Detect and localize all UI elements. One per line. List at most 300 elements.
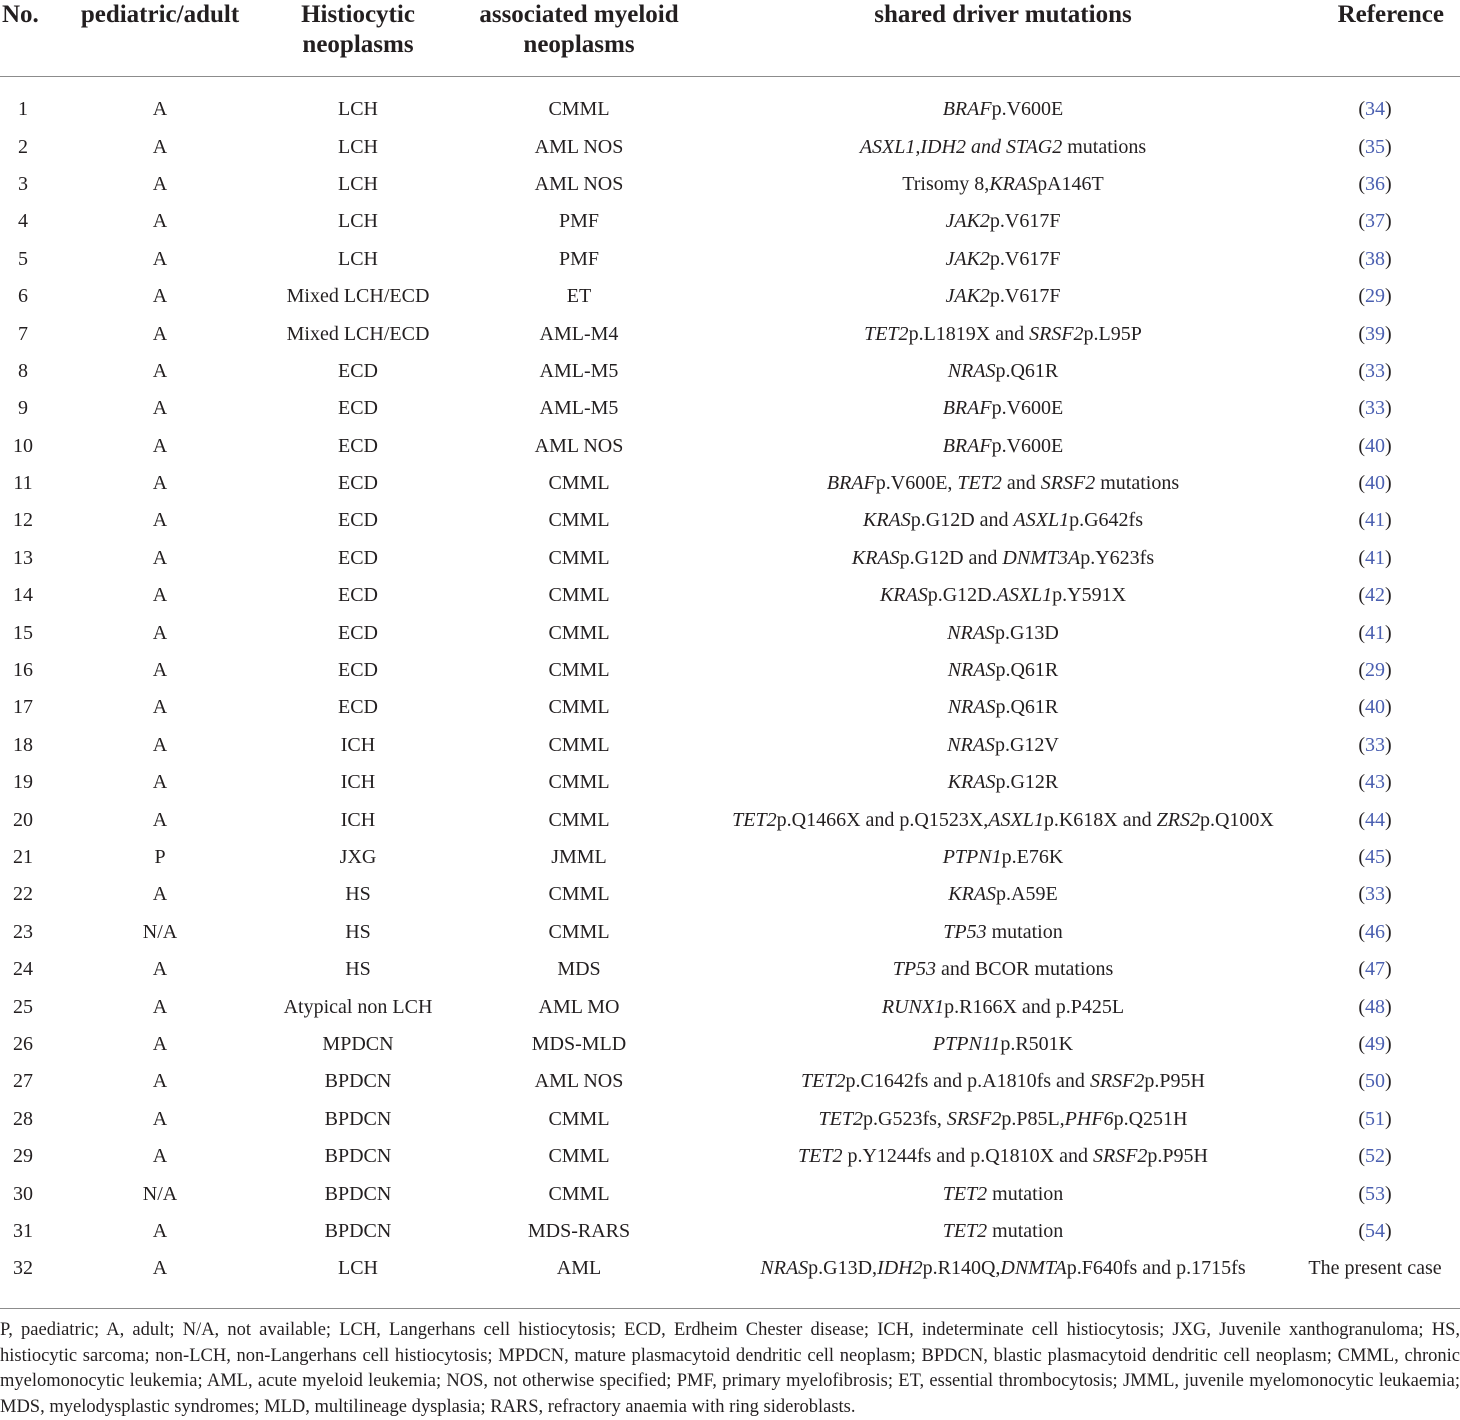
- row-number: 20: [13, 808, 33, 831]
- gene-name: TET2: [818, 1107, 863, 1130]
- pediatric-adult-cell: A: [152, 397, 168, 420]
- myeloid-cell: CMML: [548, 771, 610, 794]
- histiocytic-cell: ECD: [338, 397, 378, 420]
- gene-name: SRSF2: [1029, 322, 1084, 345]
- reference-cell: (29): [1358, 285, 1392, 308]
- mutations-cell: [716, 428, 1290, 465]
- histiocytic-cell: ICH: [340, 733, 376, 756]
- pediatric-adult-cell: A: [152, 1145, 168, 1168]
- header-no: No.: [0, 0, 46, 77]
- reference-link[interactable]: 44: [1365, 808, 1385, 831]
- mutation-text: p.Q61R: [995, 659, 1059, 682]
- mutations-cell: [716, 1213, 1290, 1250]
- gene-name: ASXL1: [1013, 509, 1070, 532]
- mutation-text: p.Y591X: [1052, 584, 1127, 607]
- reference-cell: (33): [1358, 397, 1392, 420]
- histiocytic-cell: ECD: [338, 546, 378, 569]
- pediatric-adult-cell: N/A: [142, 920, 178, 943]
- row-number: 19: [13, 771, 33, 794]
- mutation-text: p.G523fs,: [863, 1107, 947, 1130]
- header-myeloid-neoplasms: associated myeloid neoplasms: [442, 0, 716, 77]
- pediatric-adult-cell: A: [152, 434, 168, 457]
- histiocytic-cell: LCH: [338, 172, 378, 195]
- gene-name: KRAS: [947, 771, 996, 794]
- histiocytic-cell: ECD: [338, 584, 378, 607]
- mutation-text: p.Q100X: [1199, 808, 1274, 831]
- mutation-text: p.V600E: [991, 98, 1064, 121]
- table-row: [0, 764, 1460, 801]
- table-row: [0, 988, 1460, 1025]
- table-row: [0, 502, 1460, 539]
- row-number: 7: [18, 322, 28, 345]
- row-number: 30: [13, 1182, 33, 1205]
- table-row: [0, 1250, 1460, 1287]
- mutations-cell: [716, 988, 1290, 1025]
- table-row: [0, 465, 1460, 502]
- table-footnote: P, paediatric; A, adult; N/A, not available; LCH, Langerhans cell histiocytosis; ECD, Erdheim Chester disease; ICH, indeterminate cell histiocytosis; JXG, Juvenile xanthogranuloma; HS, histiocytic sarcoma; non-LCH, non-Langerhans cell histiocytosis; MPDCN, mature plasmacytoid dendritic cell neoplasm; BPDCN, blastic plasmacytoid dendritic cell neoplasm; CMML, chronic myelomonocytic leukemia; AML, acute myeloid leukemia; NOS, not otherwise specified; PMF, primary myelofibrosis; ET, essential thrombocytosis; JMML, juvenile myelomonocytic leukaemia; MDS, myelodysplastic syndromes; MLD, multilineage dysplasia; RARS, refractory anaemia with ring sideroblasts.: [0, 1320, 1460, 1417]
- mutation-text: p.Q1466X and p.Q1523X,: [776, 808, 989, 831]
- gene-name: KRAS: [863, 509, 911, 532]
- pediatric-adult-cell: A: [152, 98, 168, 121]
- mutation-text: and: [1001, 472, 1041, 495]
- reference-link[interactable]: 47: [1365, 958, 1385, 981]
- myeloid-cell: AML NOS: [534, 135, 624, 158]
- mutations-cell: [716, 614, 1290, 651]
- table-row: [0, 614, 1460, 651]
- row-number: 3: [18, 172, 28, 195]
- gene-name: IDH2: [877, 1257, 923, 1280]
- mutation-text: pA146T: [1037, 172, 1104, 195]
- gene-name: DNMT3A: [1002, 546, 1081, 569]
- myeloid-cell: CMML: [548, 509, 610, 532]
- table-row: [0, 77, 1460, 129]
- mutation-text: p.C1642fs and p.A1810fs and: [845, 1070, 1090, 1093]
- pediatric-adult-cell: A: [152, 322, 168, 345]
- myeloid-cell: AML-M5: [539, 397, 619, 420]
- header-histiocytic-neoplasms: Histiocytic neoplasms: [274, 0, 442, 77]
- table-row: [0, 1063, 1460, 1100]
- reference-cell: (33): [1358, 883, 1392, 906]
- gene-name: TP53: [892, 958, 937, 981]
- table-row: [0, 166, 1460, 203]
- gene-name: SRSF2: [1040, 472, 1096, 495]
- pediatric-adult-cell: A: [152, 771, 168, 794]
- pediatric-adult-cell: A: [152, 472, 168, 495]
- mutation-text: mutations: [1095, 472, 1180, 495]
- gene-name: NRAS: [947, 733, 995, 756]
- histiocytic-cell: ECD: [338, 472, 378, 495]
- histiocytic-cell: ICH: [340, 808, 376, 831]
- gene-name: PTPN1: [942, 846, 1002, 868]
- table-row: [0, 428, 1460, 465]
- table-row: [0, 353, 1460, 390]
- reference-cell: (42): [1358, 584, 1392, 607]
- reference-link[interactable]: 33: [1365, 733, 1385, 756]
- mutation-text: p.F640fs and p.1715fs: [1066, 1257, 1246, 1280]
- reference-link[interactable]: 53: [1365, 1182, 1385, 1205]
- mutations-cell: [716, 203, 1290, 240]
- myeloid-cell: JMML: [551, 846, 607, 868]
- histiocytic-cell: BPDCN: [324, 1070, 392, 1093]
- row-number: 2: [18, 135, 28, 158]
- mutations-cell: [716, 77, 1290, 129]
- mutation-text: mutation: [987, 1219, 1064, 1242]
- gene-name: SRSF2: [946, 1107, 1002, 1130]
- mutation-text: p.Y1244fs and p.Q1810X and: [842, 1145, 1093, 1168]
- table-row: [0, 203, 1460, 240]
- mutations-cell: [716, 1101, 1290, 1138]
- gene-name: BRAF: [826, 472, 876, 495]
- gene-name: KRAS: [879, 584, 928, 607]
- histiocytic-cell: ECD: [338, 434, 378, 457]
- gene-name: PTPN11: [932, 1032, 1001, 1055]
- histiocytic-cell: BPDCN: [324, 1219, 392, 1242]
- table-row: [0, 801, 1460, 838]
- reference-link[interactable]: 29: [1365, 659, 1385, 682]
- histiocytic-cell: HS: [345, 883, 371, 906]
- myeloid-cell: CMML: [548, 883, 610, 906]
- reference-cell: (49): [1358, 1032, 1392, 1055]
- table-row: [0, 839, 1460, 876]
- mutation-text: p.E76K: [1001, 846, 1064, 868]
- row-number: 21: [13, 846, 33, 868]
- table-body: [0, 77, 1460, 1288]
- gene-name: BRAF: [942, 98, 992, 121]
- histiocytic-cell: ECD: [338, 659, 378, 682]
- histiocytic-cell: BPDCN: [324, 1145, 392, 1168]
- row-number: 28: [13, 1107, 33, 1130]
- reference-link[interactable]: 51: [1365, 1107, 1385, 1130]
- pediatric-adult-cell: A: [152, 546, 168, 569]
- mutation-text: p.G12V: [994, 733, 1059, 756]
- myeloid-cell: CMML: [548, 1145, 610, 1168]
- mutation-text: p.V600E,: [875, 472, 958, 495]
- mutation-text: p.Q61R: [995, 696, 1059, 719]
- reference-link[interactable]: 48: [1365, 995, 1385, 1018]
- table-row: [0, 652, 1460, 689]
- reference-link[interactable]: 50: [1365, 1070, 1385, 1093]
- histiocytic-cell: LCH: [338, 247, 378, 270]
- mutations-cell: [716, 764, 1290, 801]
- reference-cell: (44): [1358, 808, 1392, 831]
- header-reference: Reference: [1290, 0, 1460, 77]
- mutation-text: p.G12R: [995, 771, 1059, 794]
- histiocytic-cell: ECD: [338, 359, 378, 382]
- myeloid-cell: AML-M4: [539, 322, 619, 345]
- reference-link[interactable]: 37: [1365, 210, 1385, 233]
- pediatric-adult-cell: A: [152, 659, 168, 682]
- pediatric-adult-cell: A: [152, 733, 168, 756]
- mutation-text: mutations: [1062, 135, 1147, 158]
- mutations-cell: [716, 951, 1290, 988]
- myeloid-cell: CMML: [548, 98, 610, 121]
- histiocytic-cell: LCH: [338, 1257, 378, 1280]
- gene-name: TP53: [943, 920, 987, 943]
- reference-link[interactable]: 33: [1365, 397, 1385, 420]
- reference-cell: (43): [1358, 771, 1392, 794]
- row-number: 25: [13, 995, 33, 1018]
- row-number: 5: [18, 247, 28, 270]
- myeloid-cell: PMF: [558, 247, 600, 270]
- table-row: [0, 1213, 1460, 1250]
- mutations-cell: [716, 1138, 1290, 1175]
- reference-cell: (51): [1358, 1107, 1392, 1130]
- gene-name: SRSF2: [1092, 1145, 1148, 1168]
- row-number: 12: [13, 509, 33, 532]
- row-number: 1: [18, 98, 28, 121]
- reference-link[interactable]: 33: [1365, 359, 1385, 382]
- reference-cell: (33): [1358, 359, 1392, 382]
- histiocytic-cell: ICH: [340, 771, 376, 794]
- myeloid-cell: AML: [556, 1257, 602, 1280]
- histiocytic-cell: JXG: [339, 846, 377, 868]
- gene-name: TET2: [801, 1070, 846, 1093]
- mutations-cell: [716, 353, 1290, 390]
- reference-link[interactable]: 52: [1365, 1145, 1385, 1168]
- reference-cell: [1290, 1250, 1460, 1287]
- mutations-cell: [716, 689, 1290, 726]
- table-row: [0, 315, 1460, 352]
- histiocytic-cell: BPDCN: [324, 1107, 392, 1130]
- table-row: [0, 278, 1460, 315]
- gene-name: JAK2: [945, 210, 990, 233]
- table-row: [0, 390, 1460, 427]
- histiocytic-cell: Atypical non LCH: [283, 995, 433, 1018]
- row-number: 29: [13, 1145, 33, 1168]
- row-number: 15: [13, 621, 33, 644]
- table-row: [0, 1101, 1460, 1138]
- row-number: 13: [13, 546, 33, 569]
- row-number: 10: [13, 434, 33, 457]
- gene-name: NRAS: [947, 621, 995, 644]
- table-row: [0, 876, 1460, 913]
- histiocytic-cell: BPDCN: [324, 1182, 392, 1205]
- mutation-text: p.V600E: [991, 397, 1064, 420]
- table-row: [0, 914, 1460, 951]
- reference-link[interactable]: 43: [1365, 771, 1385, 794]
- reference-link[interactable]: 54: [1365, 1219, 1385, 1242]
- mutations-cell: [716, 502, 1290, 539]
- pediatric-adult-cell: A: [152, 1257, 168, 1280]
- reference-link[interactable]: 29: [1365, 285, 1385, 308]
- pediatric-adult-cell: N/A: [142, 1182, 178, 1205]
- mutations-cell: [716, 839, 1290, 876]
- mutations-cell: [716, 801, 1290, 838]
- myeloid-cell: CMML: [548, 472, 610, 495]
- gene-name: TET2: [942, 1182, 988, 1205]
- reference-cell: (45): [1358, 846, 1392, 868]
- myeloid-cell: CMML: [548, 659, 610, 682]
- reference-cell: (29): [1358, 659, 1392, 682]
- reference-link[interactable]: 40: [1365, 696, 1385, 719]
- myeloid-cell: CMML: [548, 696, 610, 719]
- myeloid-cell: CMML: [548, 621, 610, 644]
- myeloid-cell: CMML: [548, 546, 610, 569]
- mutations-cell: [716, 540, 1290, 577]
- row-number: 22: [13, 883, 33, 906]
- myeloid-cell: AML NOS: [534, 1070, 624, 1093]
- histiocytic-cell: HS: [345, 958, 371, 981]
- myeloid-cell: CMML: [548, 1107, 610, 1130]
- table-row: [0, 951, 1460, 988]
- gene-name: ZRS2: [1156, 808, 1200, 831]
- pediatric-adult-cell: A: [152, 172, 168, 195]
- row-number: 17: [13, 696, 33, 719]
- pediatric-adult-cell: A: [152, 883, 168, 906]
- pediatric-adult-cell: A: [152, 1070, 168, 1093]
- mutation-text: p.G13D,: [808, 1257, 878, 1280]
- table-row: [0, 241, 1460, 278]
- reference-link[interactable]: 42: [1365, 584, 1385, 607]
- row-number: 14: [13, 584, 33, 607]
- table-row: [0, 689, 1460, 726]
- pediatric-adult-cell: A: [152, 995, 168, 1018]
- reference-cell: (34): [1358, 98, 1392, 121]
- reference-link[interactable]: 41: [1365, 546, 1385, 569]
- row-number: 16: [13, 659, 33, 682]
- gene-name: DNMTA: [1000, 1257, 1067, 1280]
- pediatric-adult-cell: A: [152, 247, 168, 270]
- mutations-cell: [716, 577, 1290, 614]
- reference-cell: (41): [1358, 621, 1392, 644]
- gene-name: BRAF: [942, 434, 992, 457]
- mutations-cell: [716, 278, 1290, 315]
- mutation-text: mutation: [986, 920, 1063, 943]
- row-number: 26: [13, 1032, 33, 1055]
- gene-name: ASXL1,IDH2 and STAG2: [859, 135, 1063, 158]
- table-row: [0, 540, 1460, 577]
- myeloid-cell: CMML: [548, 1182, 610, 1205]
- mutations-cell: [716, 652, 1290, 689]
- mutation-text: p.Q61R: [995, 359, 1059, 382]
- pediatric-adult-cell: A: [152, 621, 168, 644]
- mutation-text: p.G12D.: [927, 584, 997, 607]
- mutation-text: p.G642fs: [1069, 509, 1143, 532]
- reference-link[interactable]: 45: [1365, 846, 1385, 868]
- pediatric-adult-cell: A: [152, 584, 168, 607]
- reference-cell: (39): [1358, 322, 1392, 345]
- row-number: 18: [13, 733, 33, 756]
- gene-name: KRAS: [948, 883, 997, 906]
- histiocytic-cell: Mixed LCH/ECD: [286, 322, 430, 345]
- header-pediatric-adult: pediatric/adult: [46, 0, 274, 77]
- histiocytic-cell: ECD: [338, 509, 378, 532]
- reference-link[interactable]: 36: [1365, 172, 1385, 195]
- histiocytic-cell: ECD: [338, 696, 378, 719]
- gene-name: KRAS: [851, 546, 900, 569]
- myeloid-cell: CMML: [548, 733, 610, 756]
- row-number: 27: [13, 1070, 33, 1093]
- reference-link[interactable]: 40: [1365, 434, 1385, 457]
- mutation-text: p.G12D and: [899, 546, 1003, 569]
- pediatric-adult-cell: A: [152, 285, 168, 308]
- mutation-text: p.R501K: [1000, 1032, 1074, 1055]
- reference-cell: (47): [1358, 958, 1392, 981]
- gene-name: ASXL1: [988, 808, 1044, 831]
- mutations-cell: [716, 1063, 1290, 1100]
- pediatric-adult-cell: A: [152, 509, 168, 532]
- table-row: [0, 1175, 1460, 1212]
- gene-name: TET2: [797, 1145, 843, 1168]
- gene-name: BRAF: [942, 397, 992, 420]
- reference-cell: (38): [1358, 247, 1392, 270]
- reference-cell: (35): [1358, 135, 1392, 158]
- header-driver-mutations: shared driver mutations: [716, 0, 1290, 77]
- myeloid-cell: MDS-RARS: [527, 1219, 631, 1242]
- mutations-cell: [716, 465, 1290, 502]
- reference-cell: (36): [1358, 172, 1392, 195]
- reference-link[interactable]: 40: [1365, 472, 1385, 495]
- gene-name: NRAS: [947, 359, 996, 382]
- row-number: 6: [18, 285, 28, 308]
- myeloid-cell: AML-M5: [539, 359, 619, 382]
- pediatric-adult-cell: A: [152, 359, 168, 382]
- pediatric-adult-cell: A: [152, 1219, 168, 1242]
- reference-cell: (46): [1358, 920, 1392, 943]
- mutation-text: p.P85L,: [1001, 1107, 1065, 1130]
- reference-link[interactable]: 34: [1365, 98, 1385, 121]
- mutation-text: p.Y623fs: [1080, 546, 1155, 569]
- reference-link[interactable]: 46: [1365, 920, 1385, 943]
- reference-cell: (52): [1358, 1145, 1392, 1168]
- reference-text: The present case: [1308, 1257, 1442, 1280]
- histiocytic-cell: LCH: [338, 210, 378, 233]
- reference-cell: (41): [1358, 546, 1392, 569]
- mutation-text: p.L95P: [1083, 322, 1142, 345]
- gene-name: TET2: [864, 322, 909, 345]
- table-row: [0, 1026, 1460, 1063]
- reference-cell: (54): [1358, 1219, 1392, 1242]
- reference-link[interactable]: 35: [1365, 135, 1385, 158]
- mutation-text: p.K618X and: [1043, 808, 1157, 831]
- gene-name: NRAS: [947, 659, 996, 682]
- mutation-text: p.G12D and: [910, 509, 1014, 532]
- mutation-text: p.V617F: [989, 285, 1061, 308]
- reference-link[interactable]: 39: [1365, 322, 1385, 345]
- myeloid-cell: AML NOS: [534, 172, 624, 195]
- mutations-cell: [716, 876, 1290, 913]
- row-number: 32: [13, 1257, 33, 1280]
- reference-link[interactable]: 49: [1365, 1032, 1385, 1055]
- gene-name: JAK2: [945, 285, 990, 308]
- pediatric-adult-cell: A: [152, 210, 168, 233]
- mutation-text: p.Q251H: [1113, 1107, 1188, 1130]
- myeloid-cell: AML MO: [538, 995, 620, 1018]
- mutations-cell: [716, 166, 1290, 203]
- reference-cell: (41): [1358, 509, 1392, 532]
- mutations-cell: [716, 727, 1290, 764]
- histiocytic-cell: Mixed LCH/ECD: [286, 285, 430, 308]
- mutations-cell: [716, 241, 1290, 278]
- reference-link[interactable]: 41: [1365, 621, 1385, 644]
- mutation-text: p.P95H: [1147, 1145, 1208, 1168]
- reference-link[interactable]: 38: [1365, 247, 1385, 270]
- row-number: 11: [13, 472, 33, 495]
- mutations-cell: [716, 914, 1290, 951]
- myeloid-cell: CMML: [548, 584, 610, 607]
- gene-name: RUNX1: [881, 995, 945, 1018]
- reference-link[interactable]: 41: [1365, 509, 1385, 532]
- gene-name: SRSF2: [1089, 1070, 1145, 1093]
- reference-link[interactable]: 33: [1365, 883, 1385, 906]
- gene-name: JAK2: [945, 247, 990, 270]
- row-number: 4: [18, 210, 28, 233]
- mutations-cell: [716, 1250, 1290, 1287]
- table-row: [0, 727, 1460, 764]
- histiocytic-cell: HS: [345, 920, 371, 943]
- reference-cell: (50): [1358, 1070, 1392, 1093]
- pediatric-adult-cell: P: [154, 846, 166, 868]
